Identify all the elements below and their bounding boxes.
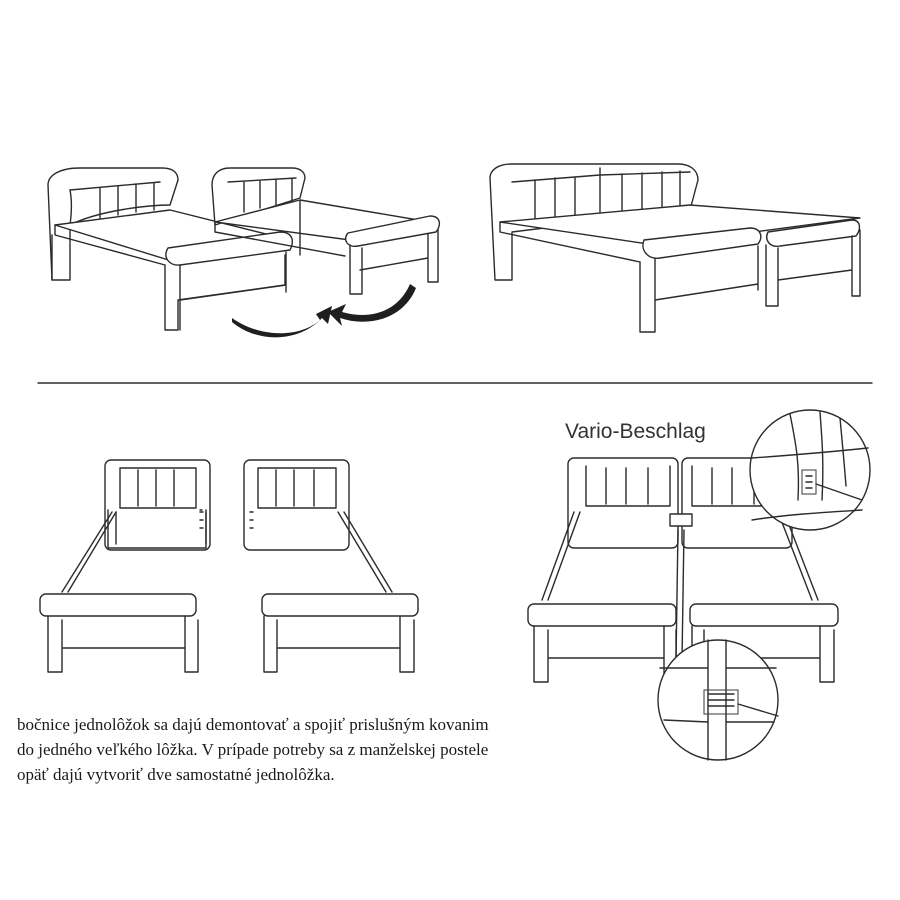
double-bed (490, 164, 860, 332)
frame-right (244, 460, 418, 672)
detail-circle-top (750, 410, 870, 530)
caption (17, 712, 637, 787)
caption-line-3: opäť dajú vytvoriť dve samostatné jednolôžka. (17, 765, 335, 784)
frame-left (40, 460, 210, 672)
caption-line-1: bočnice jednolôžok sa dajú demontovať a spojiť prislušným kovanim (17, 715, 489, 734)
join-arrows (232, 284, 416, 337)
vario-label: Vario-Beschlag (565, 420, 706, 443)
detail-circle-bottom (658, 640, 778, 760)
caption-line-2: do jedného veľkého lôžka. V prípade potreby sa z manželskej postele (17, 740, 489, 759)
